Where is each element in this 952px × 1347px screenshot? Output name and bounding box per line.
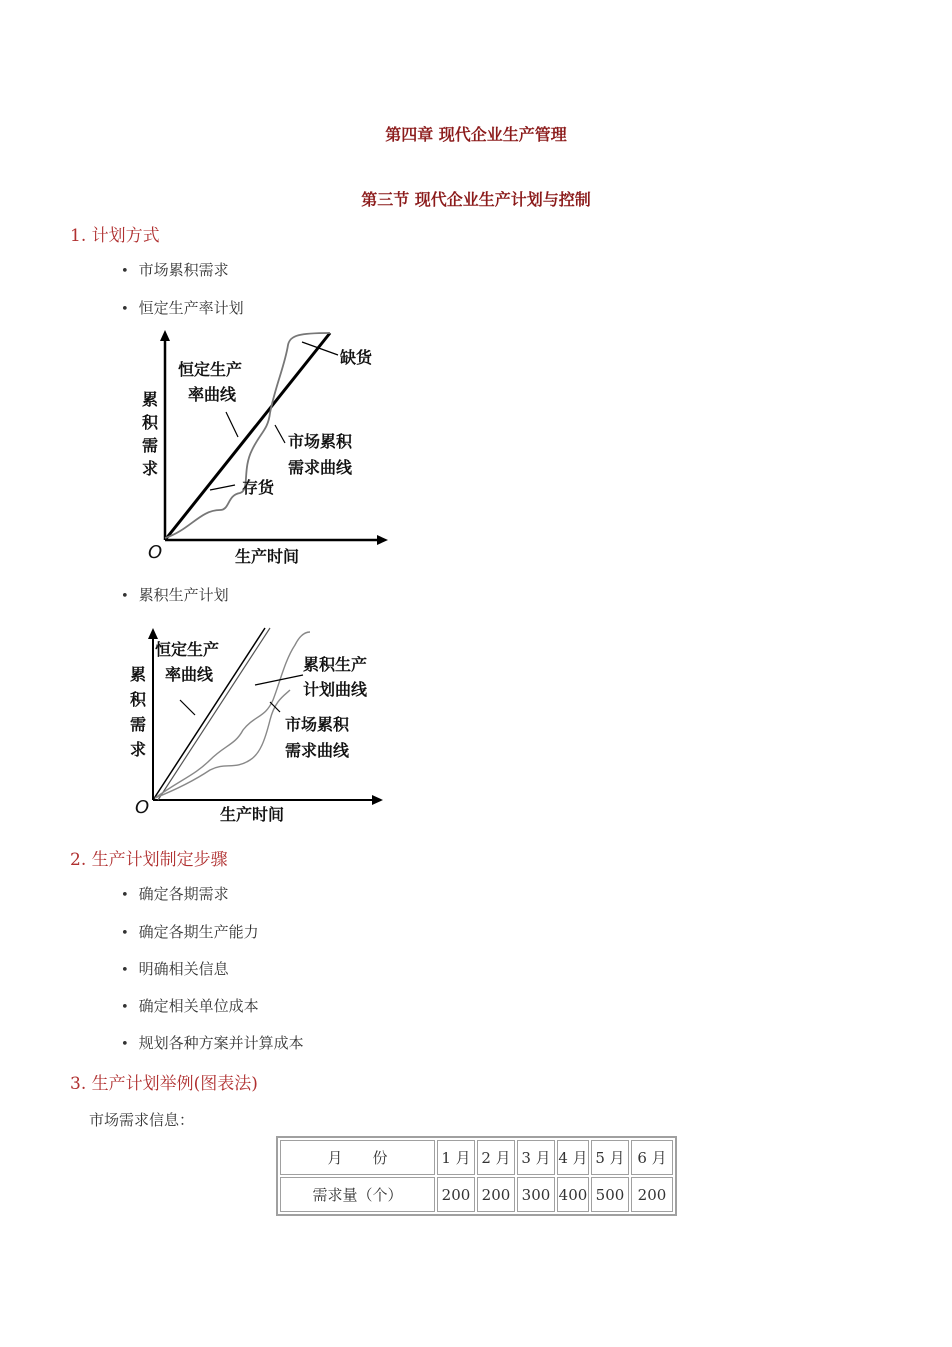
table-header-cell: 3 月 [517,1140,555,1175]
x-axis-label: 生产时间 [220,805,285,824]
y-axis-arrow [160,330,170,341]
line-label: 恒定生产 [155,640,220,659]
line-label: 率曲线 [165,665,214,684]
y-label-char: 需 [130,715,147,734]
cum-plan-label: 计划曲线 [303,680,368,699]
list-item: • 确定各期需求 [121,883,229,904]
chapter-title: 第四章 现代企业生产管理 [385,125,567,144]
list-item: • 恒定生产率计划 [121,297,244,318]
table-cell: 200 [437,1177,475,1212]
y-label-char: 求 [142,459,159,478]
inventory-label: 存货 [242,478,275,497]
table-cell: 300 [517,1177,555,1212]
table-cell: 400 [557,1177,589,1212]
shortage-label: 缺货 [340,348,373,367]
line-label: 恒定生产 [178,360,243,379]
x-axis-label: 生产时间 [235,547,300,566]
table-cell: 500 [591,1177,629,1212]
section-heading-2: 2. 生产计划制定步骤 [70,850,228,870]
demand-label: 需求曲线 [288,458,353,477]
constant-rate-chart [130,325,400,570]
list-item: • 明确相关信息 [121,958,229,979]
y-label-char: 积 [142,413,159,432]
demand-label: 市场累积 [288,432,353,451]
list-item: • 累积生产计划 [121,584,229,605]
table-header-cell: 2 月 [477,1140,515,1175]
table-header-cell: 4 月 [557,1140,589,1175]
cumulative-plan-chart [125,620,400,830]
cum-plan-label: 累积生产 [303,655,368,674]
x-axis-arrow [377,535,388,545]
list-item: • 规划各种方案并计算成本 [121,1032,304,1053]
table-row [280,1177,673,1212]
table-header-cell: 月 份 [280,1140,435,1175]
y-label-char: 需 [142,436,159,455]
y-label-char: 积 [130,690,147,709]
section-heading-3: 3. 生产计划举例(图表法) [70,1074,258,1094]
y-label-char: 累 [130,665,147,684]
demand-label: 市场累积 [285,715,350,734]
origin-label: O [148,542,163,563]
y-label-char: 累 [142,390,159,409]
table-cell: 200 [477,1177,515,1212]
y-label-char: 求 [130,740,147,759]
table-row [280,1140,673,1175]
table-cell: 需求量（个） [280,1177,435,1212]
table-cell: 200 [631,1177,673,1212]
list-item: • 确定各期生产能力 [121,921,259,942]
line-label: 率曲线 [188,385,237,404]
table-header-cell: 1 月 [437,1140,475,1175]
table-intro: 市场需求信息： [89,1111,195,1129]
demand-table [276,1136,677,1216]
list-item: • 确定相关单位成本 [121,995,259,1016]
section-heading-1: 1. 计划方式 [70,226,160,246]
table-header-cell: 5 月 [591,1140,629,1175]
origin-label: O [135,797,150,818]
list-item: • 市场累积需求 [121,259,229,280]
table-header-cell: 6 月 [631,1140,673,1175]
demand-label: 需求曲线 [285,741,350,760]
section-title: 第三节 现代企业生产计划与控制 [361,190,591,209]
